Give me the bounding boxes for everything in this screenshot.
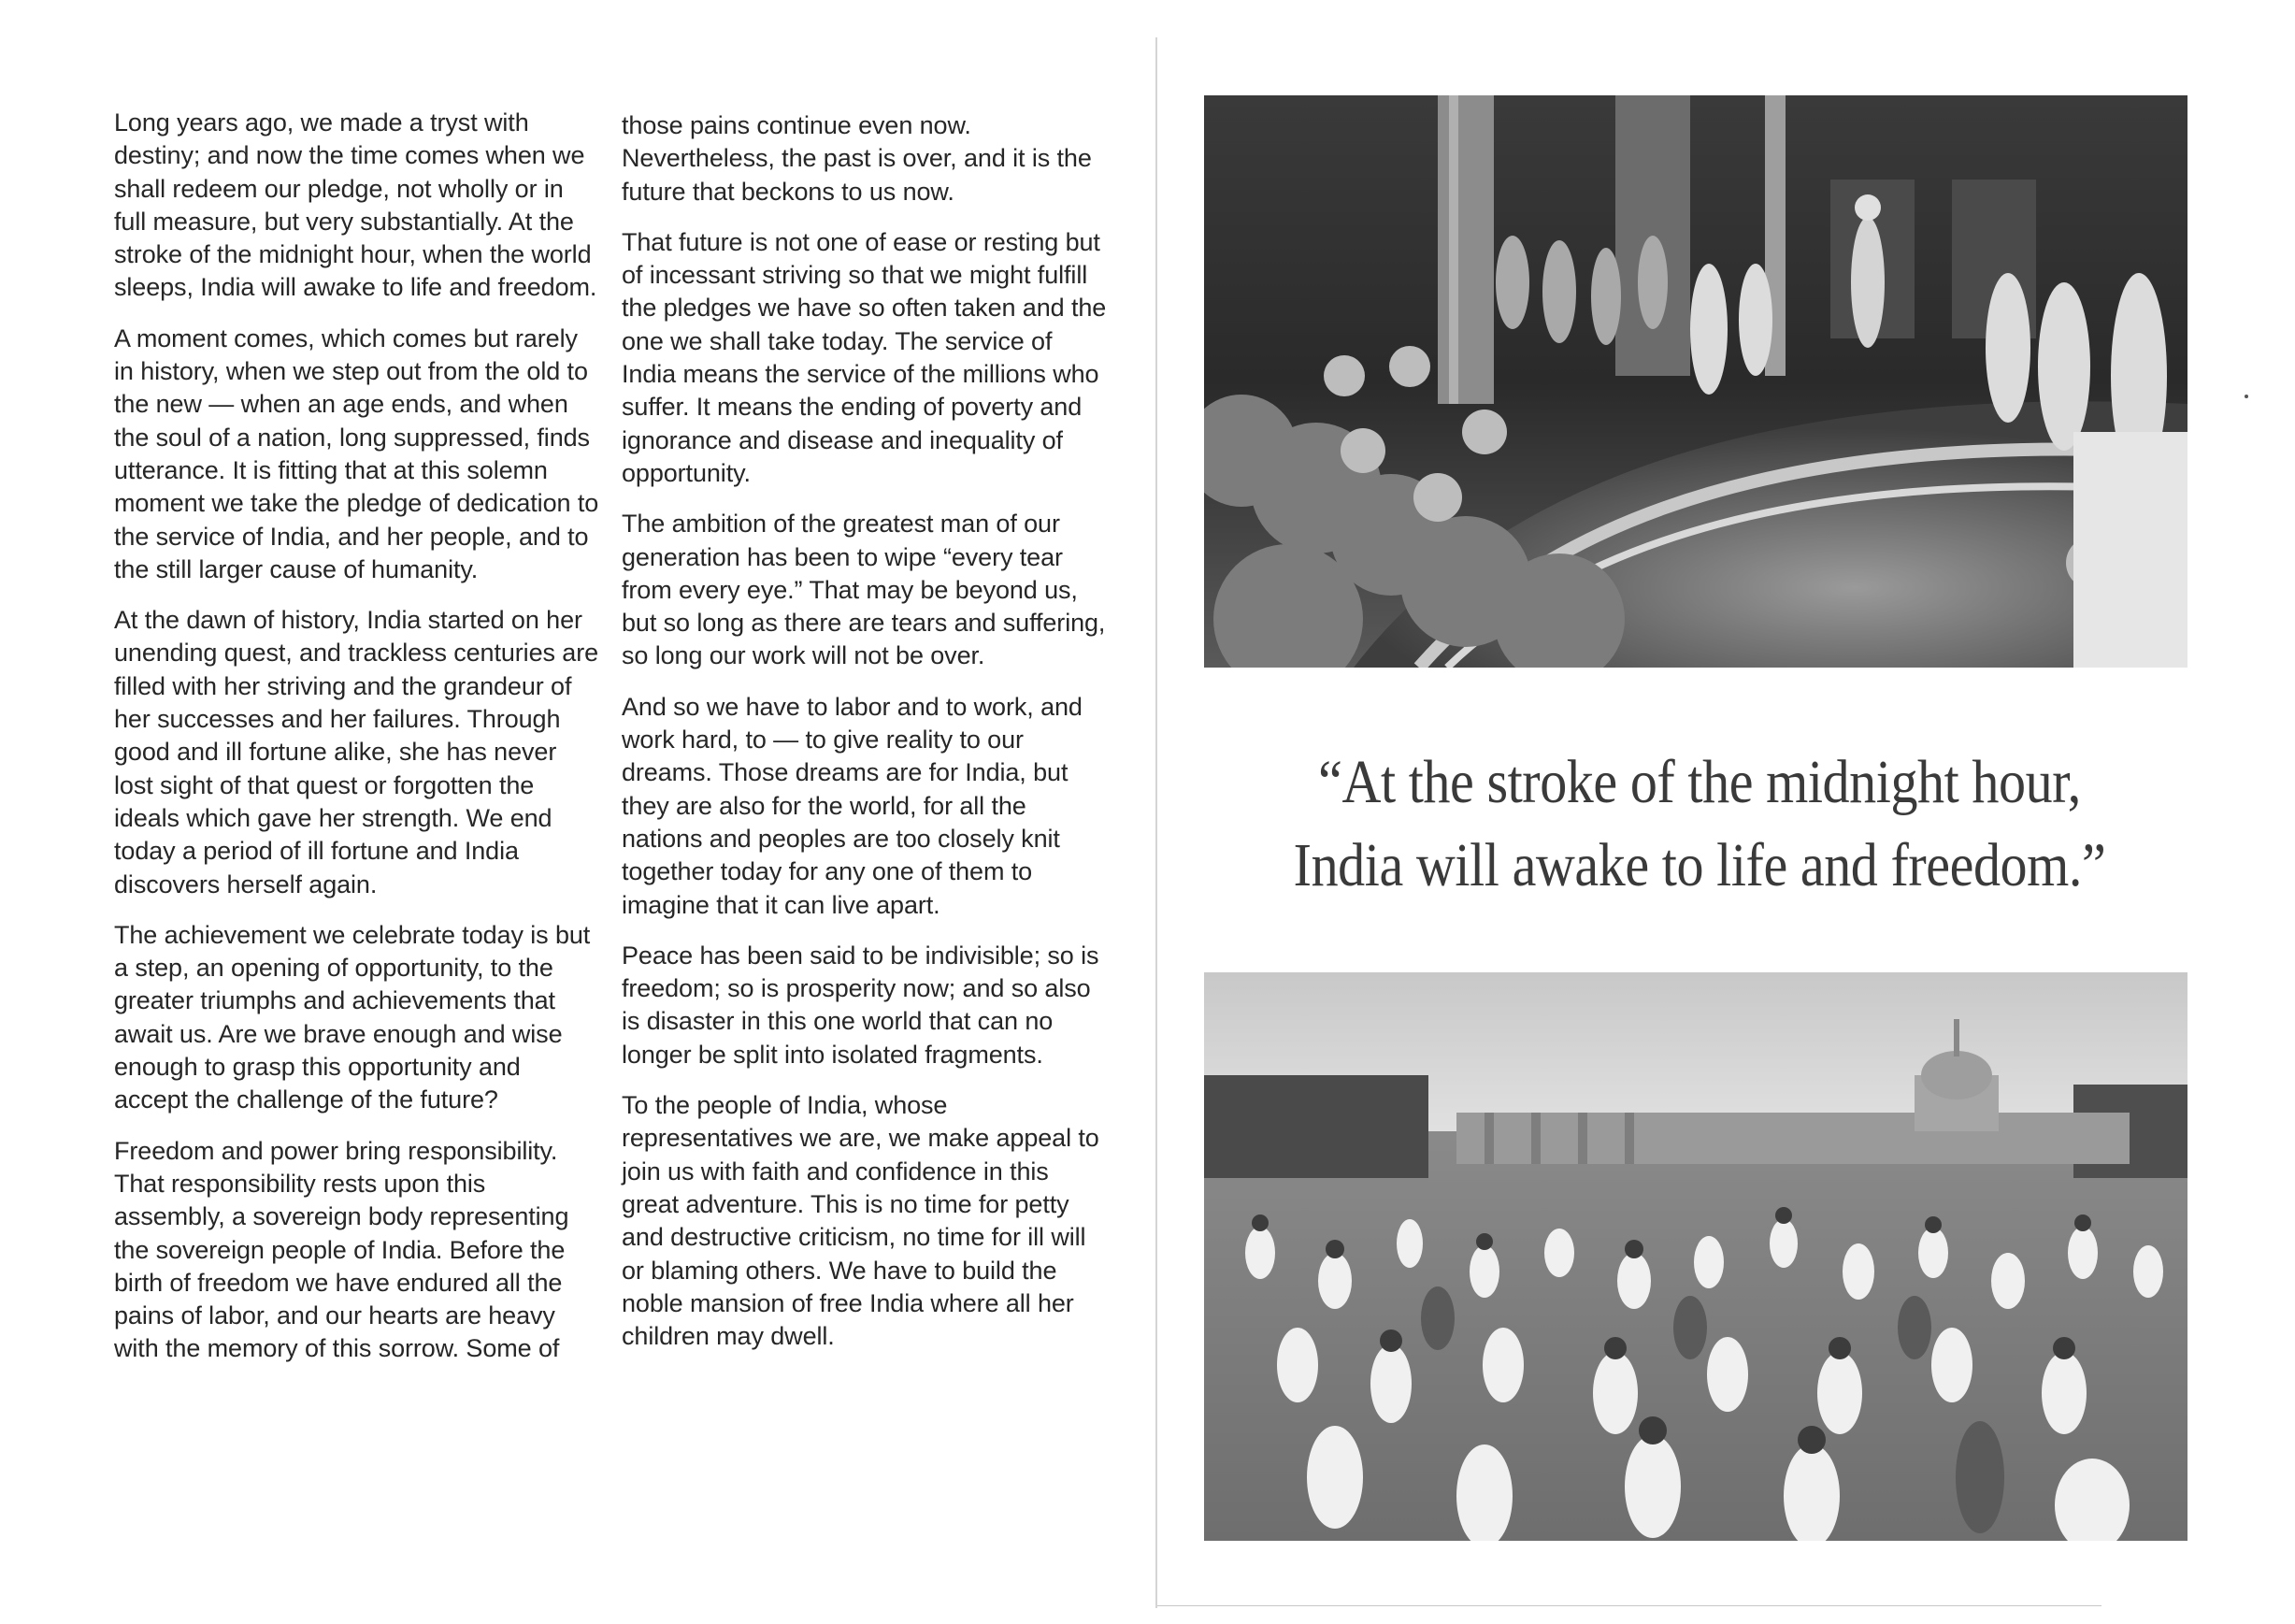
- page-fold: [1155, 37, 1157, 1608]
- left-text-column: [114, 107, 600, 1384]
- paragraph: A moment comes, which comes but rarely in history, when we step out from the old to the new — when an age ends, and when the soul of a nation, long suppressed, finds utterance. It is fitting that at this solemn moment we take the pledge of dedication to the service of India, and her people, and to the still larger cause of humanity.: [114, 323, 599, 583]
- paragraph: At the dawn of history, India started on her unending quest, and trackless centuries are filled with her striving and the grandeur of her successes and her failures. Through good and ill fortune alike, she has never lost sight of that quest or forgotten the ideals which gave her strength. We end today a period of ill fortune and India discovers herself again.: [114, 606, 599, 898]
- ceremony-hall-photo: [1204, 95, 2187, 668]
- pull-quote-line: “At the stroke of the midnight hour,: [1318, 748, 2081, 816]
- ceremony-hall-image: [1204, 95, 2187, 668]
- scan-speck: [2245, 395, 2248, 398]
- crowd-forecourt-image: [1204, 972, 2187, 1541]
- page-edge: [1157, 1605, 2101, 1606]
- paragraph: Peace has been said to be indivisible; so is freedom; so is prosperity now; and so also is disaster in this one world that can no longer be split into isolated fragments.: [622, 941, 1099, 1069]
- crowd-forecourt-photo: [1204, 972, 2187, 1541]
- pull-quote: [1264, 740, 2136, 907]
- paragraph: The ambition of the greatest man of our generation has been to wipe “every tear from every eye.” That may be beyond us, but so long as there are tears and suffering, so long our work will not be over.: [622, 510, 1106, 670]
- paragraph: Long years ago, we made a tryst with destiny; and now the time comes when we shall redeem our pledge, not wholly or in full measure, but very substantially. At the stroke of the midnight hour, when the world sleeps, India will awake to life and freedom.: [114, 108, 597, 302]
- paragraph: those pains continue even now. Nevertheless, the past is over, and it is the future that beckons to us now.: [622, 111, 1092, 206]
- paragraph: The achievement we celebrate today is but a step, an opening of opportunity, to the greater triumphs and achievements that await us. Are we brave enough and wise enough to grasp this opportunity and accept the challenge of the future?: [114, 920, 591, 1114]
- paragraph: That future is not one of ease or resting but of incessant striving so that we might fulfill the pledges we have so often taken and the one we shall take today. The service of India means the service of the millions who suffer. It means the ending of poverty and ignorance and disease and inequality of opportunity.: [622, 227, 1107, 487]
- paragraph: And so we have to labor and to work, and work hard, to — to give reality to our dreams. Those dreams are for India, but they are also for the world, for all the nations and peoples are too closely knit together today for any one of them to imagine that it can live apart.: [622, 692, 1083, 919]
- paragraph: To the people of India, whose representatives we are, we make appeal to join us with faith and confidence in this great adventure. This is no time for petty and destructive criticism, no time for ill will or blaming others. We have to build the noble mansion of free India where all her children may dwell.: [622, 1091, 1099, 1351]
- pull-quote-line: India will awake to life and freedom.”: [1293, 831, 2106, 899]
- middle-text-column: [622, 109, 1108, 1371]
- paragraph: Freedom and power bring responsibility. That responsibility rests upon this assembly, a sovereign body representing the sovereign people of India. Before the birth of freedom we have endured all the pains of labor, and our hearts are heavy with the memory of this sorrow. Some of: [114, 1136, 569, 1363]
